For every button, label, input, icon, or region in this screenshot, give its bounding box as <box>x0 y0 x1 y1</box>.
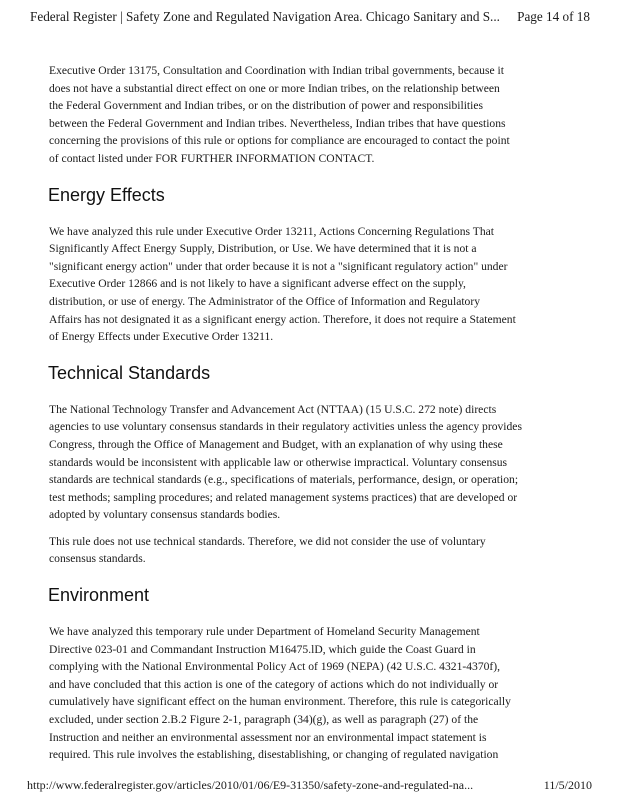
paragraph <box>49 62 587 168</box>
print-date: 11/5/2010 <box>543 778 592 792</box>
source-url: http://www.federalregister.gov/articles/2010/01/06/E9-31350/safety-zone-and-regulated-na... <box>27 778 474 792</box>
text-line: distribution, or use of energy. The Administrator of the Office of Information and Regulatory <box>49 294 481 308</box>
text-line: standards would be inconsistent with applicable law or otherwise impractical. Voluntary consensus <box>49 455 508 469</box>
text-line: and have concluded that this action is one of the category of actions which do not individually or <box>49 677 499 691</box>
paragraph <box>49 223 587 346</box>
text-line: Executive Order 13175, Consultation and Coordination with Indian tribal governments, because it <box>49 64 504 77</box>
text-line: complying with the National Environmental Policy Act of 1969 (NEPA) (42 U.S.C. 4321-4370f), <box>49 660 501 674</box>
text-line: of contact listed under FOR FURTHER INFORMATION CONTACT. <box>49 151 375 165</box>
text-line: We have analyzed this rule under Executive Order 13211, Actions Concerning Regulations That <box>49 224 494 238</box>
text-line: Congress, through the Office of Management and Budget, with an explanation of why using these <box>49 437 503 451</box>
paragraph <box>49 401 587 524</box>
text-line: excluded, under section 2.B.2 Figure 2-1, paragraph (34)(g), as well as paragraph (27) of the <box>49 713 479 727</box>
paragraph <box>49 623 587 764</box>
text-line: consensus standards. <box>49 552 146 566</box>
page-footer <box>27 778 592 796</box>
text-line: does not have a substantial direct effect on one or more Indian tribes, on the relationship between <box>49 81 500 95</box>
document-body <box>49 62 587 773</box>
text-line: concerning the provisions of this rule or options for compliance are encouraged to contact the point <box>49 134 510 148</box>
text-line: Instruction and neither an environmental assessment nor an environmental impact statement is <box>49 730 487 744</box>
section-heading: Energy Effects <box>48 184 165 205</box>
text-line: Directive 023-01 and Commandant Instruction M16475.lD, which guide the Coast Guard in <box>49 642 476 656</box>
text-line: between the Federal Government and Indian tribes. Nevertheless, Indian tribes that have questions <box>49 116 506 130</box>
text-line: The National Technology Transfer and Advancement Act (NTTAA) (15 U.S.C. 272 note) directs <box>49 402 497 416</box>
text-line: cumulatively have significant effect on the human environment. Therefore, this rule is categorically <box>49 695 511 709</box>
text-line: We have analyzed this temporary rule under Department of Homeland Security Management <box>49 625 480 639</box>
text-line: of Energy Effects under Executive Order 13211. <box>49 330 274 344</box>
text-line: required. This rule involves the establishing, disestablishing, or changing of regulated navigation <box>49 748 499 762</box>
text-line: agencies to use voluntary consensus standards in their regulatory activities unless the agency provides <box>49 420 522 434</box>
document-title: Federal Register | Safety Zone and Regulated Navigation Area. Chicago Sanitary and S... <box>30 9 500 24</box>
text-line: Significantly Affect Energy Supply, Distribution, or Use. We have determined that it is not a <box>49 242 477 256</box>
page-number: Page 14 of 18 <box>517 9 590 24</box>
paragraph <box>49 533 587 568</box>
text-line: test methods; sampling procedures; and related management systems practices) that are developed or <box>49 490 518 504</box>
text-line: adopted by voluntary consensus standards bodies. <box>49 508 281 522</box>
text-line: "significant energy action" under that order because it is not a "significant regulatory action" under <box>49 259 508 273</box>
text-line: the Federal Government and Indian tribes, or on the distribution of power and responsibilities <box>49 99 484 113</box>
section-heading: Technical Standards <box>48 362 211 383</box>
text-line: standards are technical standards (e.g., specifications of materials, performance, design, or operation; <box>49 473 519 487</box>
section-heading: Environment <box>48 585 150 606</box>
text-line: This rule does not use technical standards. Therefore, we did not consider the use of voluntary <box>49 534 486 548</box>
text-line: Executive Order 12866 and is not likely to have a significant adverse effect on the supply, <box>49 277 466 291</box>
text-line: Affairs has not designated it as a significant energy action. Therefore, it does not require a Statement <box>49 312 516 326</box>
